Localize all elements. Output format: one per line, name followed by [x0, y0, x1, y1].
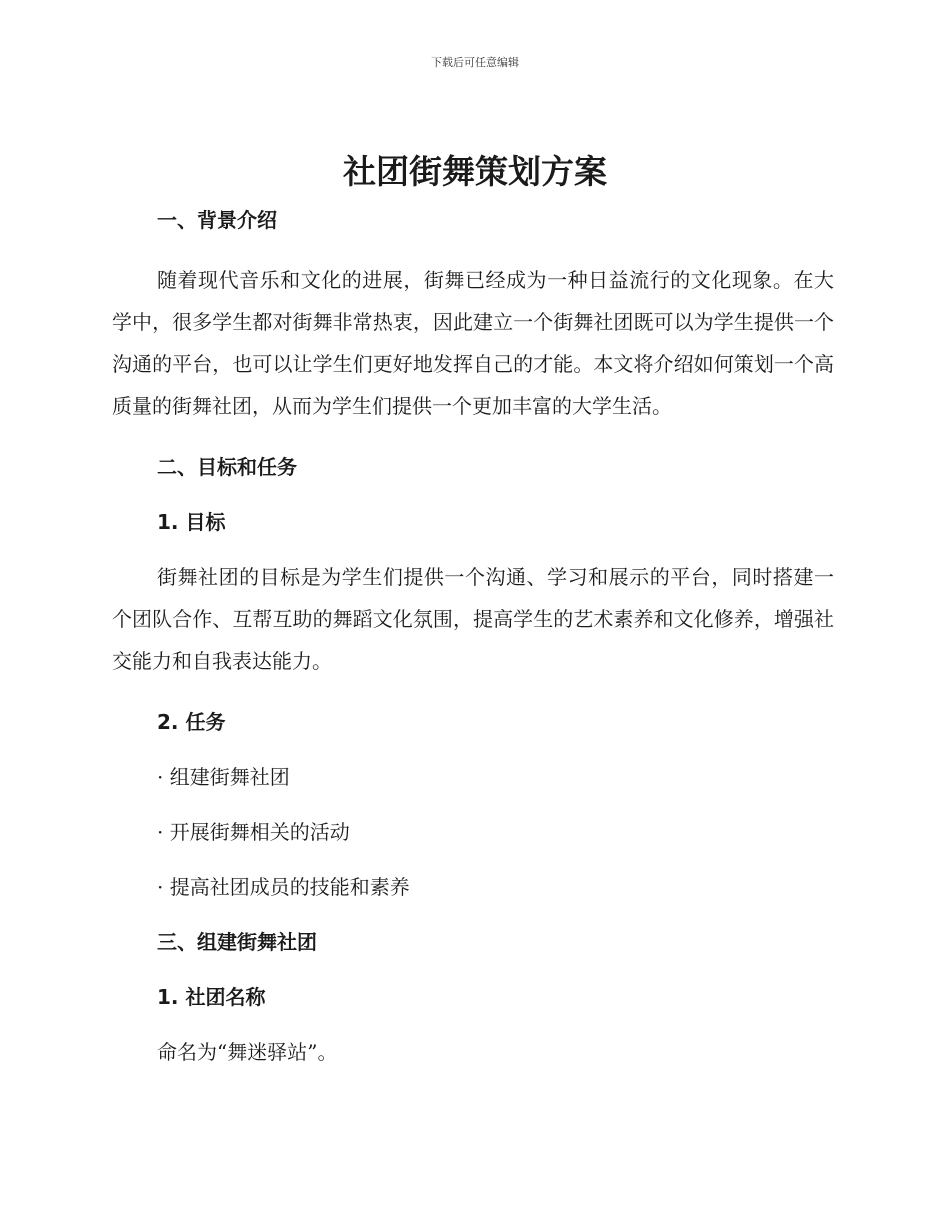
- task-list-item: · 组建街舞社团: [157, 765, 290, 789]
- club-name-paragraph: 命名为“舞迷驿站”。: [157, 1040, 338, 1064]
- background-paragraph: 随着现代音乐和文化的进展，街舞已经成为一种日益流行的文化现象。在大学中，很多学生都对街舞非常热衷，因此建立一个街舞社团既可以为学生提供一个沟通的平台，也可以让学生们更好地发挥自己的才能。本文将介绍如何策划一个高质量的街舞社团，从而为学生们提供一个更加丰富的大学生活。: [112, 268, 834, 418]
- subheading-tasks: 2. 任务: [157, 710, 226, 734]
- subheading-club-name: 1. 社团名称: [157, 985, 266, 1009]
- section-heading-background: 一、背景介绍: [157, 208, 277, 232]
- subheading-goal: 1. 目标: [157, 510, 226, 534]
- goal-paragraph: 街舞社团的目标是为学生们提供一个沟通、学习和展示的平台，同时搭建一个团队合作、互帮互助的舞蹈文化氛围，提高学生的艺术素养和文化修养，增强社交能力和自我表达能力。: [112, 565, 834, 673]
- page-header-note: 下载后可任意编辑: [431, 56, 519, 69]
- section-heading-goals: 二、目标和任务: [157, 455, 297, 479]
- document-title: 社团街舞策划方案: [343, 152, 607, 191]
- task-list-item: · 提高社团成员的技能和素养: [157, 875, 410, 899]
- section-heading-establish: 三、组建街舞社团: [157, 930, 317, 954]
- task-list-item: · 开展街舞相关的活动: [157, 820, 350, 844]
- document-body: [112, 200, 834, 1066]
